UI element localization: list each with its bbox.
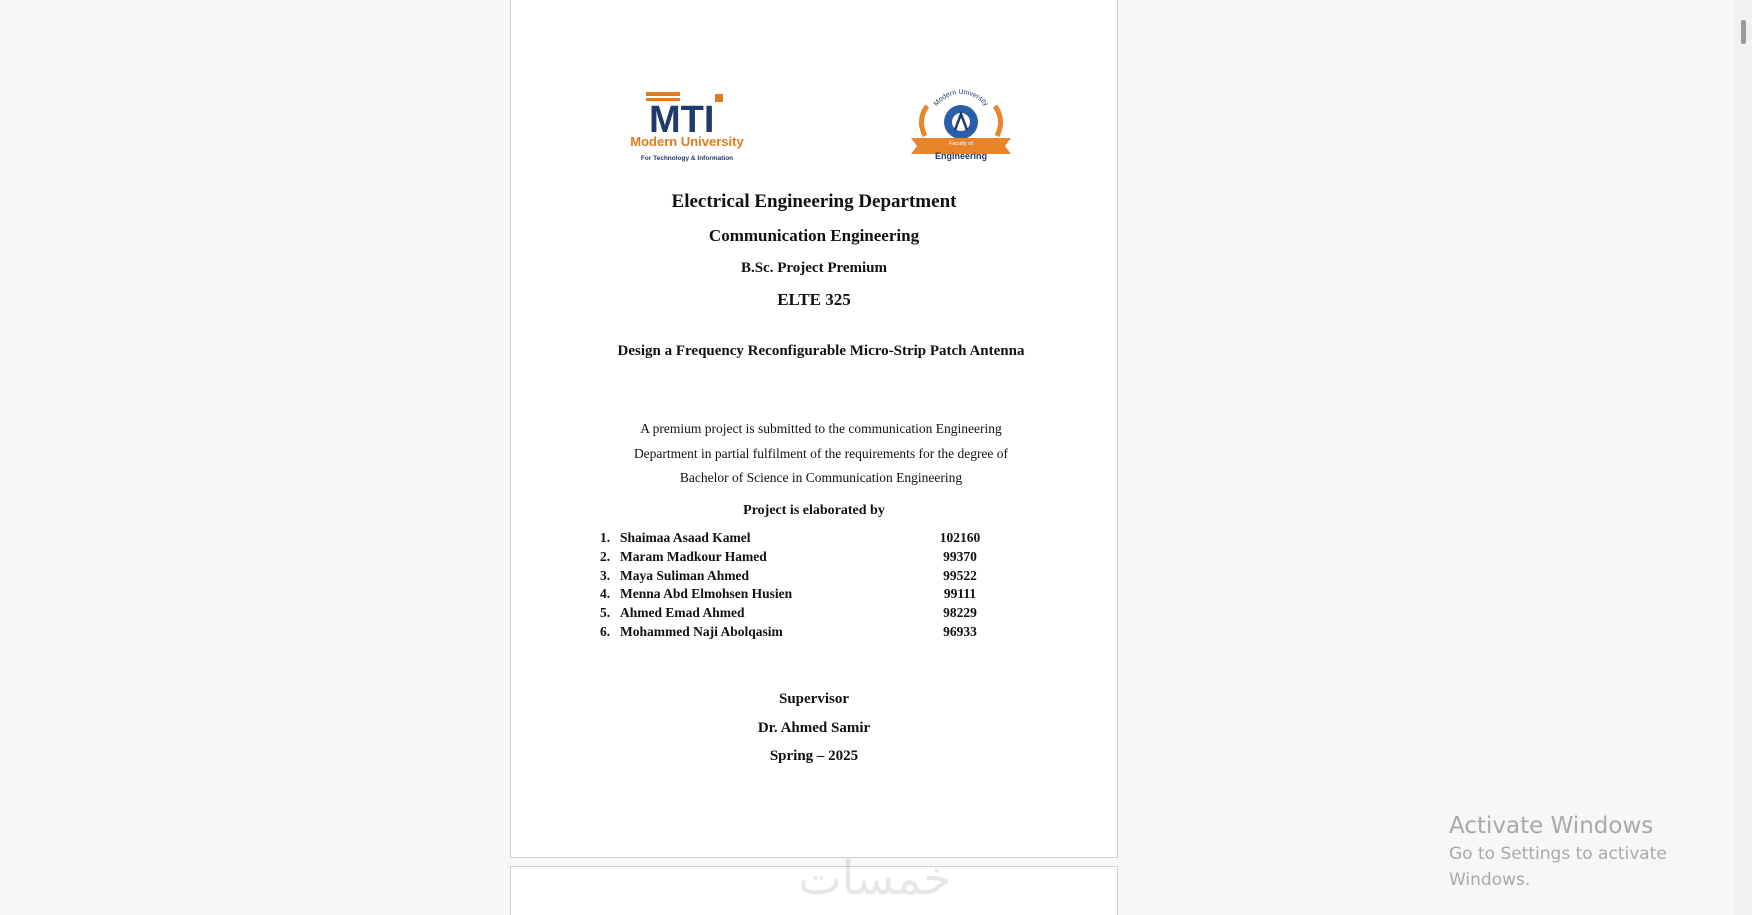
faculty-of-engineering-logo (903, 84, 1019, 164)
member-row (600, 623, 1020, 642)
member-name: Maram Madkour Hamed (620, 548, 767, 564)
project-title: Design a Frequency Reconfigurable Micro-Strip Patch Antenna (617, 343, 1025, 359)
member-id: 99111 (943, 586, 977, 602)
activate-windows-subtitle: Go to Settings to activate Windows. (1449, 844, 1667, 890)
member-id: 102160 (939, 530, 981, 545)
member-number: 6. (600, 623, 611, 639)
supervisor-label: Supervisor (778, 691, 849, 707)
activate-windows-title: Activate Windows (1449, 813, 1654, 839)
department-heading: Electrical Engineering Department (671, 191, 957, 212)
member-name: Menna Abd Elmohsen Husien (620, 586, 793, 602)
vertical-scrollbar[interactable] (1735, 0, 1752, 915)
member-name: Maya Suliman Ahmed (620, 567, 750, 583)
svg-text:خمسات: خمسات (798, 851, 952, 900)
program-heading: Communication Engineering (708, 226, 920, 245)
khamsat-watermark (770, 850, 980, 900)
activate-windows-notice (1449, 811, 1752, 893)
member-name: Shaimaa Asaad Kamel (620, 530, 751, 545)
member-id: 98229 (943, 605, 977, 621)
svg-text:Faculty of: Faculty of (949, 141, 973, 147)
document-page (510, 0, 1118, 858)
course-code: ELTE 325 (777, 290, 851, 309)
member-name: Mohammed Naji Abolqasim (620, 623, 783, 639)
member-number: 1. (600, 530, 611, 545)
members-list (600, 529, 1020, 642)
svg-text:For Technology & Information: For Technology & Information (640, 155, 734, 162)
member-id: 96933 (943, 623, 977, 639)
svg-text:Modern University: Modern University (630, 134, 744, 149)
member-number: 3. (600, 567, 611, 583)
member-row (600, 585, 1020, 604)
member-id: 99522 (943, 567, 977, 583)
project-type-heading: B.Sc. Project Premium (740, 260, 888, 276)
member-number: 4. (600, 586, 611, 602)
supervisor-name: Dr. Ahmed Samir (757, 720, 871, 736)
elaborated-by-label: Project is elaborated by (743, 503, 885, 518)
member-row (600, 567, 1020, 586)
member-row (600, 548, 1020, 567)
member-row (600, 604, 1020, 623)
mti-university-logo (621, 88, 753, 168)
scrollbar-thumb[interactable] (1741, 20, 1746, 44)
member-number: 5. (600, 605, 611, 621)
member-name: Ahmed Emad Ahmed (620, 605, 745, 621)
project-description (601, 417, 1041, 491)
member-id: 99370 (943, 548, 977, 564)
member-row (600, 529, 1020, 548)
description-line: A premium project is submitted to the communication Engineering (640, 421, 1002, 436)
svg-text:MTI: MTI (649, 99, 715, 141)
description-line: Department in partial fulfilment of the requirements for the degree of (633, 445, 1009, 461)
season-year: Spring – 2025 (769, 748, 859, 764)
svg-text:Engineering: Engineering (934, 151, 988, 161)
member-number: 2. (600, 548, 611, 564)
description-line: Bachelor of Science in Communication Engineering (679, 470, 963, 485)
svg-text:Modern University: Modern University (932, 88, 990, 108)
